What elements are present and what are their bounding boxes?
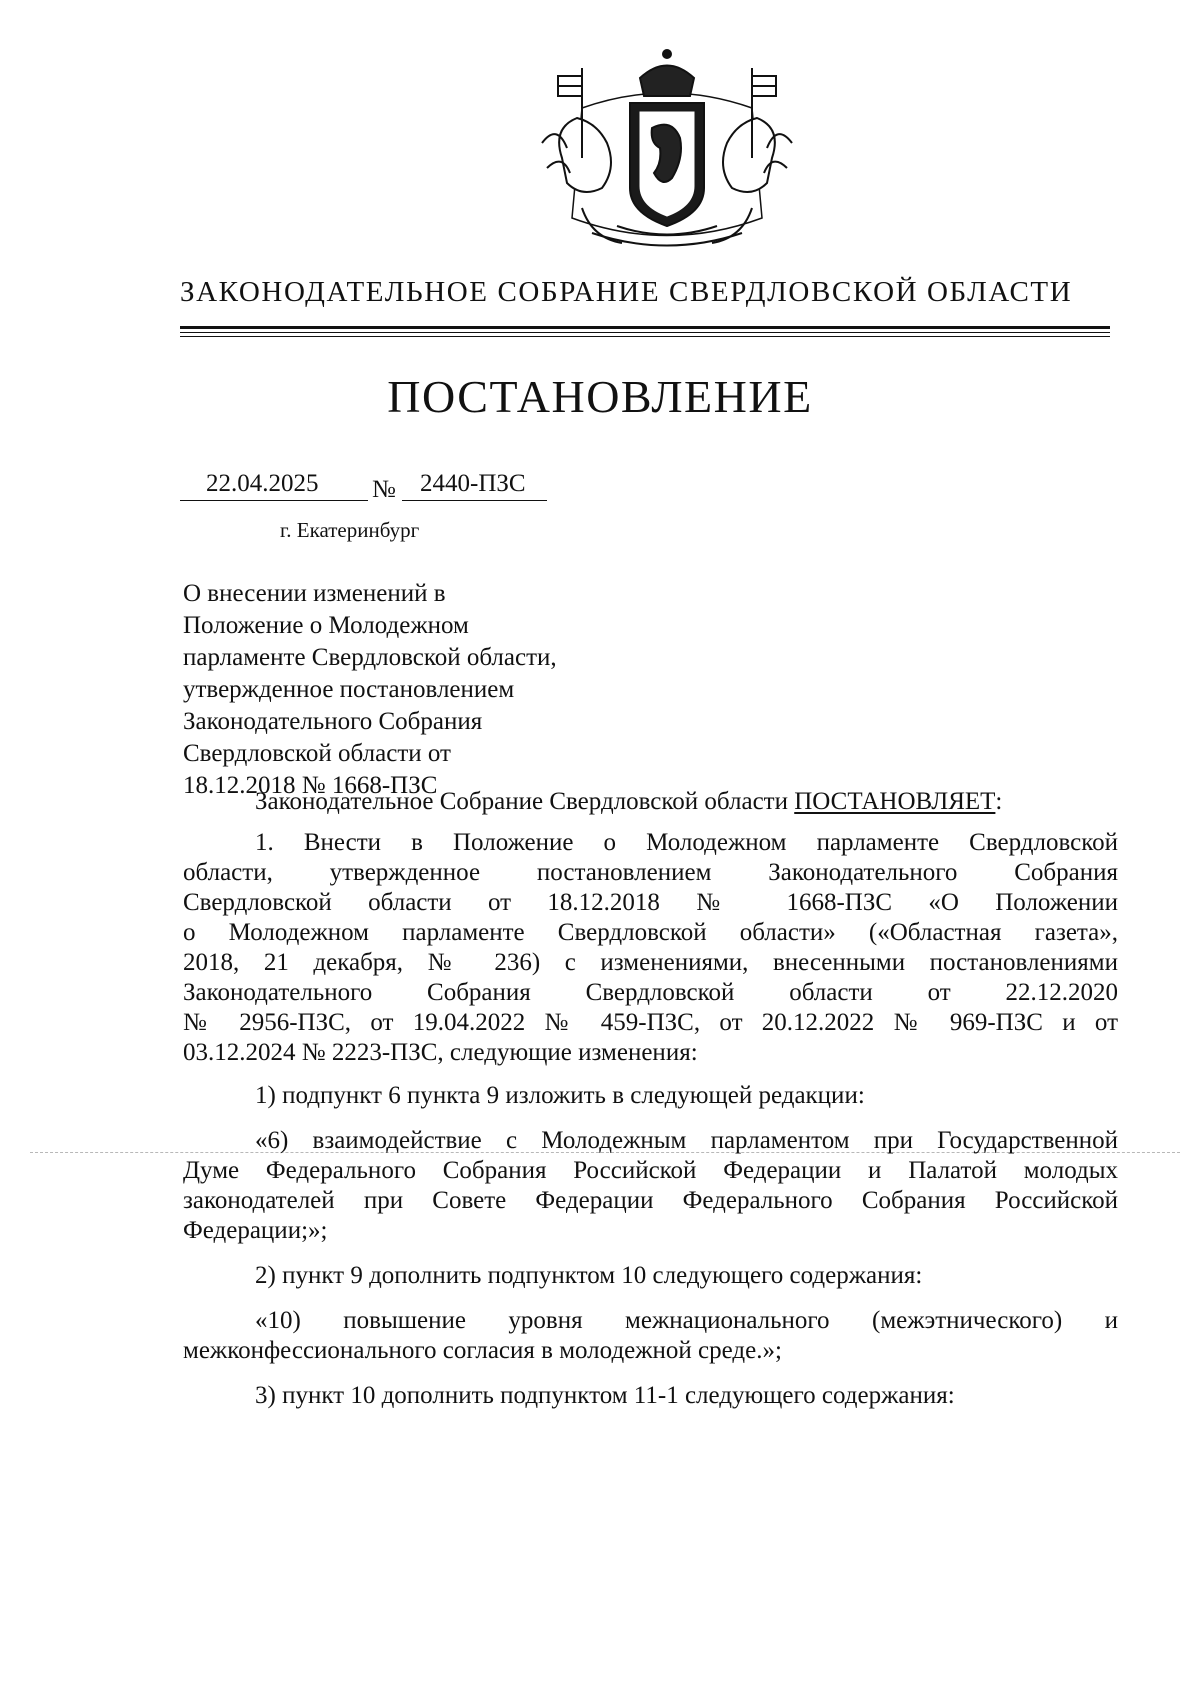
decree-colon: : <box>995 788 1003 815</box>
document-subject <box>183 578 683 802</box>
quote2-line: межконфессионального согласия в молодежной среде.»; <box>183 1337 782 1364</box>
decree-word: ПОСТАНОВЛЯЕТ <box>794 788 996 815</box>
subject-line: О внесении изменений в <box>183 580 446 607</box>
quote1-line: «6) взаимодействие с Молодежным парламентом при Государственной <box>255 1127 1118 1154</box>
subject-line: утвержденное постановлением <box>183 676 515 703</box>
header-rule-thin <box>180 332 1110 333</box>
preamble <box>183 786 1118 818</box>
subject-line: Свердловской области от <box>183 740 451 767</box>
preamble-text: Законодательное Собрание Свердловской области <box>255 788 788 815</box>
header-rule-thin-2 <box>180 336 1110 337</box>
item1-line: о Молодежном парламенте Свердловской области» («Областная газета», <box>183 919 1118 946</box>
subitem-2: 2) пункт 9 дополнить подпунктом 10 следующего содержания: <box>255 1262 923 1289</box>
quote1-line: законодателей при Совете Федерации Федерального Собрания Российской <box>183 1187 1118 1214</box>
quote1-line: Думе Федерального Собрания Российской Федерации и Палатой молодых <box>183 1157 1118 1184</box>
coat-of-arms-emblem <box>522 48 812 258</box>
subitem-3: 3) пункт 10 дополнить подпунктом 11-1 следующего содержания: <box>255 1382 955 1409</box>
city: г. Екатеринбург <box>280 518 420 542</box>
header-rule-thick <box>180 326 1110 329</box>
item1-line: области, утвержденное постановлением Законодательного Собрания <box>183 859 1118 886</box>
document-number: 2440-ПЗС <box>402 470 547 501</box>
item1-line: 1. Внести в Положение о Молодежном парламенте Свердловской <box>255 829 1118 856</box>
subject-line: 18.12.2018 № 1668-ПЗС <box>183 772 438 799</box>
quote2-line: «10) повышение уровня межнационального (межэтнического) и <box>255 1307 1118 1334</box>
item1-line: Свердловской области от 18.12.2018 № 1668-ПЗС «О Положении <box>183 889 1118 916</box>
item1-line: Законодательного Собрания Свердловской области от 22.12.2020 <box>183 979 1118 1006</box>
quote1-line: Федерации;»; <box>183 1217 328 1244</box>
document-date: 22.04.2025 <box>180 470 368 501</box>
item1-line: № 2956-ПЗС, от 19.04.2022 № 459-ПЗС, от 20.12.2022 № 969-ПЗС и от <box>183 1009 1118 1036</box>
subject-line: парламенте Свердловской области, <box>183 644 557 671</box>
document-type-title: ПОСТАНОВЛЕНИЕ <box>387 371 813 422</box>
organization-name: ЗАКОНОДАТЕЛЬНОЕ СОБРАНИЕ СВЕРДЛОВСКОЙ ОБЛАСТИ <box>180 276 1073 308</box>
subject-line: Законодательного Собрания <box>183 708 483 735</box>
subitem-1: 1) подпункт 6 пункта 9 изложить в следующей редакции: <box>255 1082 865 1109</box>
item1-line: 2018, 21 декабря, № 236) с изменениями, внесенными постановлениями <box>183 949 1118 976</box>
number-sign: № <box>372 476 396 503</box>
subject-line: Положение о Молодежном <box>183 612 469 639</box>
item1-line: 03.12.2024 № 2223-ПЗС, следующие изменения: <box>183 1039 698 1066</box>
